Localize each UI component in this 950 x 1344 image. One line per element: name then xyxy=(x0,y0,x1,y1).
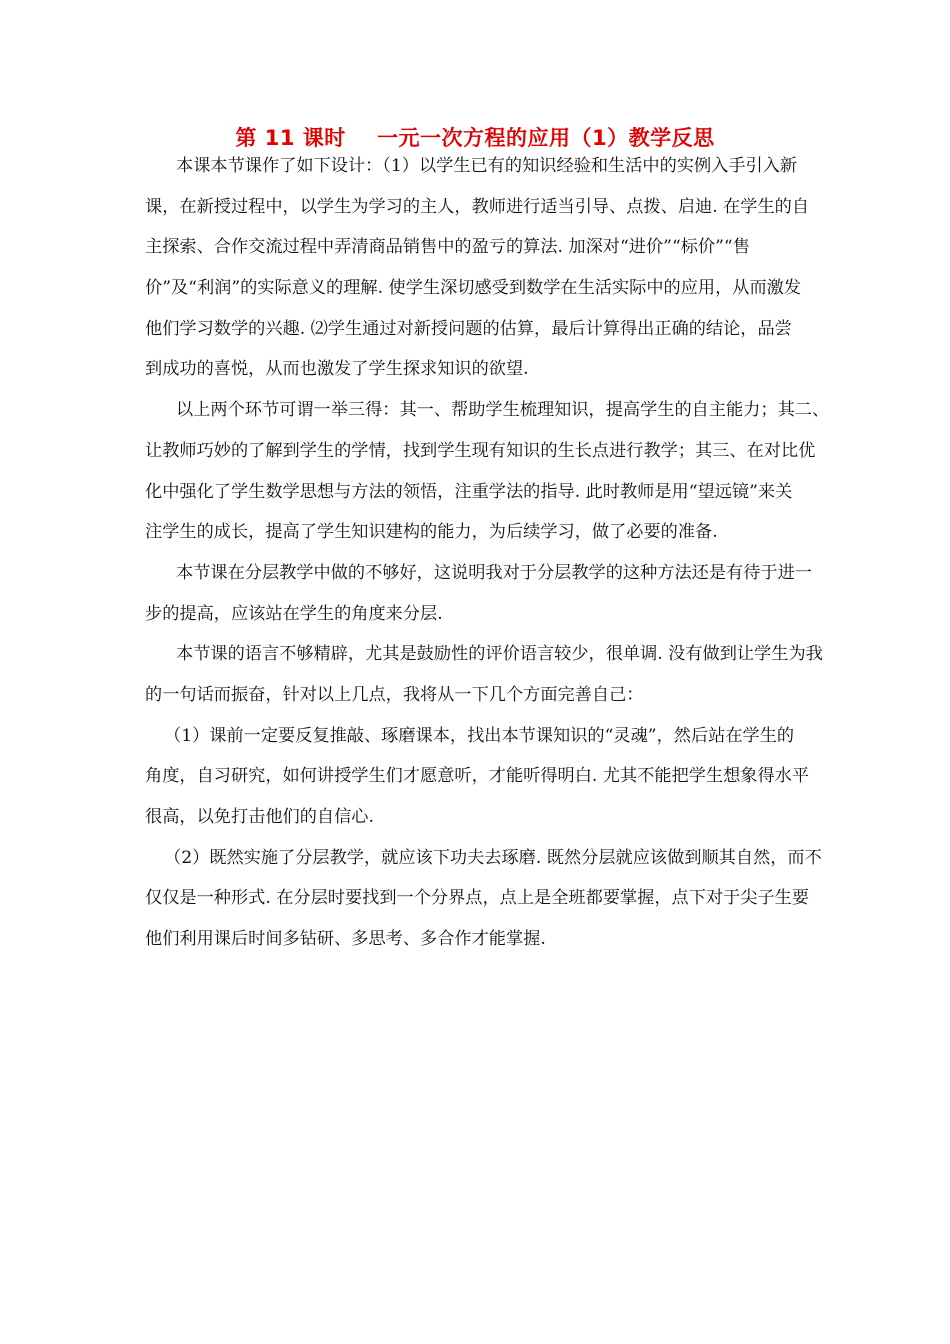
paragraph-line: 让教师巧妙的了解到学生的学情，找到学生现有知识的生长点进行教学；其三、在对比优 xyxy=(145,440,816,461)
paragraph-line: 本节课的语言不够精辟，尤其是鼓励性的评价语言较少，很单调. 没有做到让学生为我 xyxy=(176,644,823,665)
paragraph-line: 本节课在分层教学中做的不够好，这说明我对于分层教学的这种方法还是有待于进一 xyxy=(176,562,812,583)
list-item-line: 很高，以免打击他们的自信心. xyxy=(145,807,374,827)
paragraph-line: 价”及“利润”的实际意义的理解. 使学生深切感受到数学在生活实际中的应用，从而激发 xyxy=(145,278,802,299)
paragraph-line: 主探索、合作交流过程中弄清商品销售中的盈亏的算法. 加深对“进价”“标价”“售 xyxy=(145,237,750,258)
paragraph-line: 化中强化了学生数学思想与方法的领悟，注重学法的指导. 此时教师是用“望远镜”来关 xyxy=(145,481,793,502)
list-item-line: 仅仅是一种形式. 在分层时要找到一个分界点，点上是全班都要掌握，点下对于尖子生要 xyxy=(145,888,810,909)
paragraph-line: 他们学习数学的兴趣. ⑵学生通过对新授问题的估算，最后计算得出正确的结论，品尝 xyxy=(145,318,792,339)
document-title: 第 11 课时 一元一次方程的应用（1）教学反思 xyxy=(235,126,715,150)
list-item-line: （1）课前一定要反复推敲、琢磨课本，找出本节课知识的“灵魂”，然后站在学生的 xyxy=(164,725,795,746)
paragraph-line: 以上两个环节可谓一举三得：其一、帮助学生梳理知识，提高学生的自主能力；其二、 xyxy=(176,400,830,421)
paragraph-line: 课，在新授过程中，以学生为学习的主人，教师进行适当引导、点拨、启迪. 在学生的自 xyxy=(145,196,810,217)
paragraph-line: 到成功的喜悦，从而也激发了学生探求知识的欲望. xyxy=(145,359,529,380)
paragraph-line: 的一句话而振奋，针对以上几点，我将从一下几个方面完善自己： xyxy=(145,684,644,705)
document-body xyxy=(145,146,830,960)
paragraph-line: 步的提高，应该站在学生的角度来分层. xyxy=(145,603,443,624)
list-item-line: （2）既然实施了分层教学，就应该下功夫去琢磨. 既然分层就应该做到顺其自然，而不 xyxy=(164,847,822,868)
paragraph-line: 注学生的成长，提高了学生知识建构的能力，为后续学习，做了必要的准备. xyxy=(145,522,718,543)
list-item-line: 他们利用课后时间多钻研、多思考、多合作才能掌握. xyxy=(145,929,546,950)
list-item-line: 角度，自习研究，如何讲授学生们才愿意听，才能听得明白. 尤其不能把学生想象得水平 xyxy=(145,766,810,787)
paragraph-line: 本课本节课作了如下设计：（1）以学生已有的知识经验和生活中的实例入手引入新 xyxy=(176,156,798,176)
